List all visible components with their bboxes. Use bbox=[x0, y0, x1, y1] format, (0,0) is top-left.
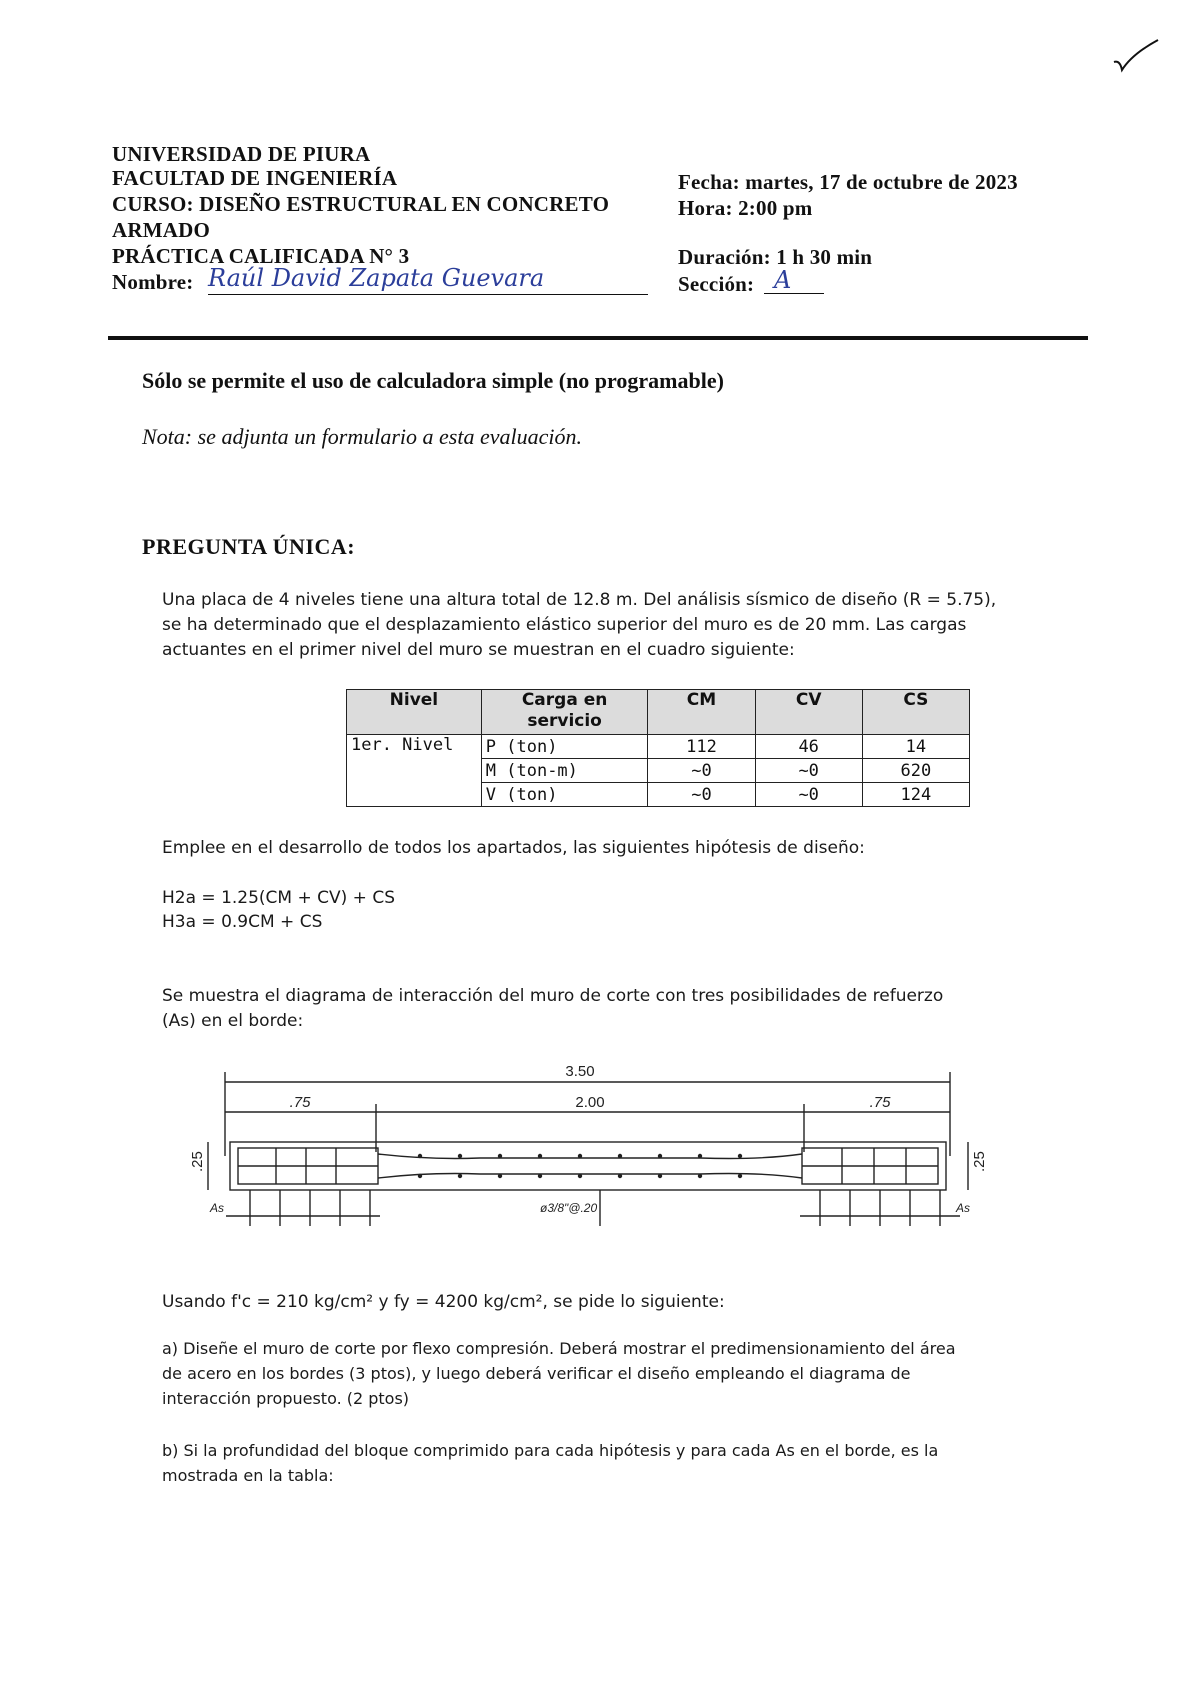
materials-line: Usando f'c = 210 kg/cm² y fy = 4200 kg/cm², se pide lo siguiente: bbox=[162, 1292, 725, 1312]
dimension-middle-label: 2.00 bbox=[575, 1094, 605, 1111]
hypothesis-h2a: H2a = 1.25(CM + CV) + CS bbox=[162, 888, 395, 908]
calculator-note: Sólo se permite el uso de calculadora simple (no programable) bbox=[142, 368, 724, 393]
course-line-1: CURSO: DISEÑO ESTRUCTURAL EN CONCRETO bbox=[112, 192, 610, 216]
paragraph-1-line-2: se ha determinado que el desplazamiento elástico superior del muro es de 20 mm. Las cargas bbox=[162, 615, 967, 635]
cs-cell: 14 bbox=[862, 735, 969, 759]
cv-cell: ~0 bbox=[755, 759, 862, 783]
web-bar-label: ø3/8"@.20 bbox=[540, 1201, 598, 1215]
cv-cell: ~0 bbox=[755, 783, 862, 807]
cv-cell: 46 bbox=[755, 735, 862, 759]
hypothesis-h3a: H3a = 0.9CM + CS bbox=[162, 912, 323, 932]
course-line-2: ARMADO bbox=[112, 218, 211, 242]
section-label: Sección: bbox=[678, 272, 755, 296]
part-a-line-3: interacción propuesto. (2 ptos) bbox=[162, 1389, 410, 1408]
cm-cell: 112 bbox=[648, 735, 755, 759]
as-left-label: As bbox=[210, 1201, 225, 1215]
paragraph-1-line-3: actuantes en el primer nivel del muro se muestran en el cuadro siguiente: bbox=[162, 640, 795, 660]
hypotheses-intro: Emplee en el desarrollo de todos los apartados, las siguientes hipótesis de diseño: bbox=[162, 838, 865, 858]
university-name: UNIVERSIDAD DE PIURA bbox=[112, 142, 371, 166]
header-cm: CM bbox=[648, 690, 755, 735]
part-a-line-1: a) Diseñe el muro de corte por flexo compresión. Deberá mostrar el predimensionamiento del área bbox=[162, 1339, 956, 1358]
dimension-right-label: .75 bbox=[869, 1094, 891, 1111]
exam-date: Fecha: martes, 17 de octubre de 2023 bbox=[678, 170, 1018, 194]
header-cv: CV bbox=[755, 690, 862, 735]
question-title: PREGUNTA ÚNICA: bbox=[142, 534, 356, 559]
load-cell: M (ton-m) bbox=[481, 759, 648, 783]
thickness-left-label: .25 bbox=[189, 1151, 206, 1172]
shear-wall-section-drawing bbox=[180, 1060, 1000, 1240]
section-value: A bbox=[764, 266, 824, 294]
load-cell: V (ton) bbox=[481, 783, 648, 807]
attachment-note: Nota: se adjunta un formulario a esta evaluación. bbox=[142, 424, 582, 449]
exam-duration: Duración: 1 h 30 min bbox=[678, 245, 873, 269]
paragraph-1-line-1: Una placa de 4 niveles tiene una altura total de 12.8 m. Del análisis sísmico de diseño (R = 5.75), bbox=[162, 590, 997, 610]
part-b-line-1: b) Si la profundidad del bloque comprimido para cada hipótesis y para cada As en el borde, es la bbox=[162, 1441, 939, 1460]
header-carga: Carga en servicio bbox=[481, 690, 648, 735]
diagram-intro-line-2: (As) en el borde: bbox=[162, 1011, 304, 1031]
faculty-name: FACULTAD DE INGENIERÍA bbox=[112, 166, 398, 190]
part-b-line-2: mostrada en la tabla: bbox=[162, 1466, 334, 1485]
student-name-signature: Raúl David Zapata Guevara bbox=[208, 264, 648, 295]
cs-cell: 620 bbox=[862, 759, 969, 783]
as-right-label: As bbox=[956, 1201, 971, 1215]
header-separator bbox=[108, 336, 1088, 340]
cm-cell: ~0 bbox=[648, 783, 755, 807]
part-a-line-2: de acero en los bordes (3 ptos), y luego deberá verificar el diseño empleando el diagrama de bbox=[162, 1364, 911, 1383]
loads-table bbox=[346, 689, 970, 807]
level-cell: 1er. Nivel bbox=[347, 735, 482, 807]
dimension-left-label: .75 bbox=[289, 1094, 311, 1111]
loads-table-header bbox=[347, 690, 970, 735]
header-nivel: Nivel bbox=[347, 690, 482, 735]
header-cs: CS bbox=[862, 690, 969, 735]
cm-cell: ~0 bbox=[648, 759, 755, 783]
exam-time: Hora: 2:00 pm bbox=[678, 196, 813, 220]
check-mark-icon bbox=[1112, 36, 1162, 76]
diagram-intro-line-1: Se muestra el diagrama de interacción del muro de corte con tres posibilidades de refuerzo bbox=[162, 986, 944, 1006]
cs-cell: 124 bbox=[862, 783, 969, 807]
name-label: Nombre: bbox=[112, 270, 194, 294]
dimension-total-label: 3.50 bbox=[565, 1063, 595, 1080]
exam-title: PRÁCTICA CALIFICADA N° 3 bbox=[112, 244, 410, 268]
table-row bbox=[347, 735, 970, 759]
load-cell: P (ton) bbox=[481, 735, 648, 759]
thickness-right-label: .25 bbox=[971, 1151, 988, 1172]
